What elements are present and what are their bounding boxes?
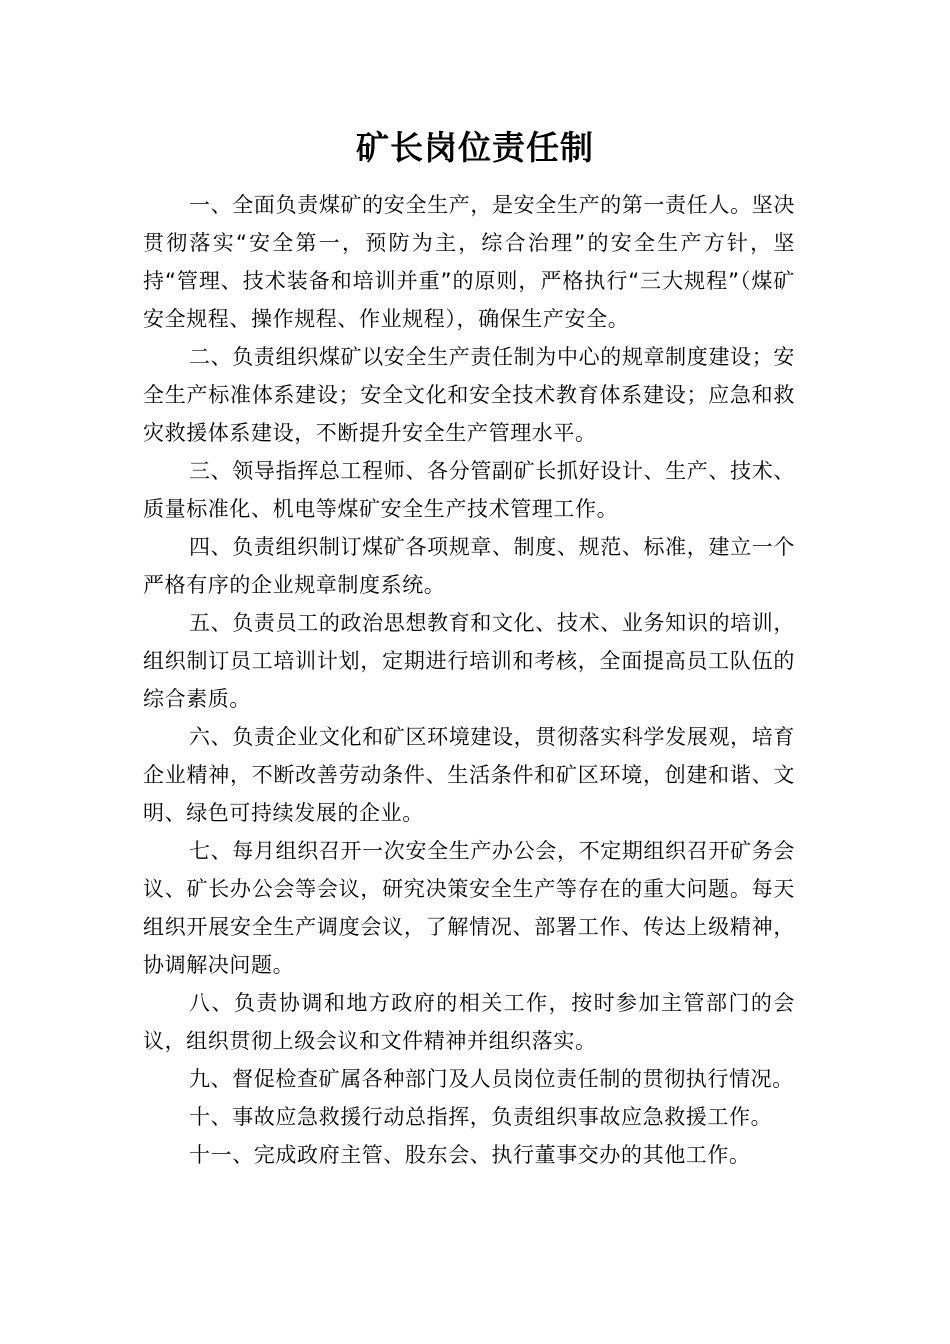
paragraph-11: 十一、完成政府主管、股东会、执行董事交办的其他工作。 — [189, 1143, 751, 1167]
paragraph-6: 六、负责企业文化和矿区环境建设，贯彻落实科学发展观，培育企业精神，不断改善劳动条件、生活条件和矿区环境，创建和谐、文明、绿色可持续发展的企业。 — [143, 725, 795, 825]
paragraph-10: 十、事故应急救援行动总指挥，负责组织事故应急救援工作。 — [189, 1105, 773, 1129]
paragraph-9: 九、督促检查矿属各种部门及人员岗位责任制的贯彻执行情况。 — [189, 1067, 794, 1091]
paragraph-3: 三、领导指挥总工程师、各分管副矿长抓好设计、生产、技术、质量标准化、机电等煤矿安全生产技术管理工作。 — [143, 459, 795, 521]
document-title: 矿长岗位责任制 — [356, 128, 594, 167]
document-body — [143, 186, 795, 1174]
paragraph-4: 四、负责组织制订煤矿各项规章、制度、规范、标准，建立一个严格有序的企业规章制度系统。 — [143, 535, 795, 597]
paragraph-2: 二、负责组织煤矿以安全生产责任制为中心的规章制度建设；安全生产标准体系建设；安全文化和安全技术教育体系建设；应急和救灾救援体系建设，不断提升安全生产管理水平。 — [143, 345, 795, 445]
paragraph-1: 一、全面负责煤矿的安全生产，是安全生产的第一责任人。坚决贯彻落实“安全第一，预防为主，综合治理”的安全生产方针，坚持“管理、技术装备和培训并重”的原则，严格执行“三大规程”（煤矿安全规程、操作规程、作业规程），确保生产安全。 — [143, 193, 795, 331]
paragraph-8: 八、负责协调和地方政府的相关工作，按时参加主管部门的会议，组织贯彻上级会议和文件精神并组织落实。 — [143, 991, 795, 1053]
paragraph-5: 五、负责员工的政治思想教育和文化、技术、业务知识的培训，组织制订员工培训计划，定期进行培训和考核，全面提高员工队伍的综合素质。 — [143, 611, 795, 711]
paragraph-7: 七、每月组织召开一次安全生产办公会，不定期组织召开矿务会议、矿长办公会等会议，研究决策安全生产等存在的重大问题。每天组织开展安全生产调度会议，了解情况、部署工作、传达上级精神，协调解决问题。 — [143, 839, 795, 977]
